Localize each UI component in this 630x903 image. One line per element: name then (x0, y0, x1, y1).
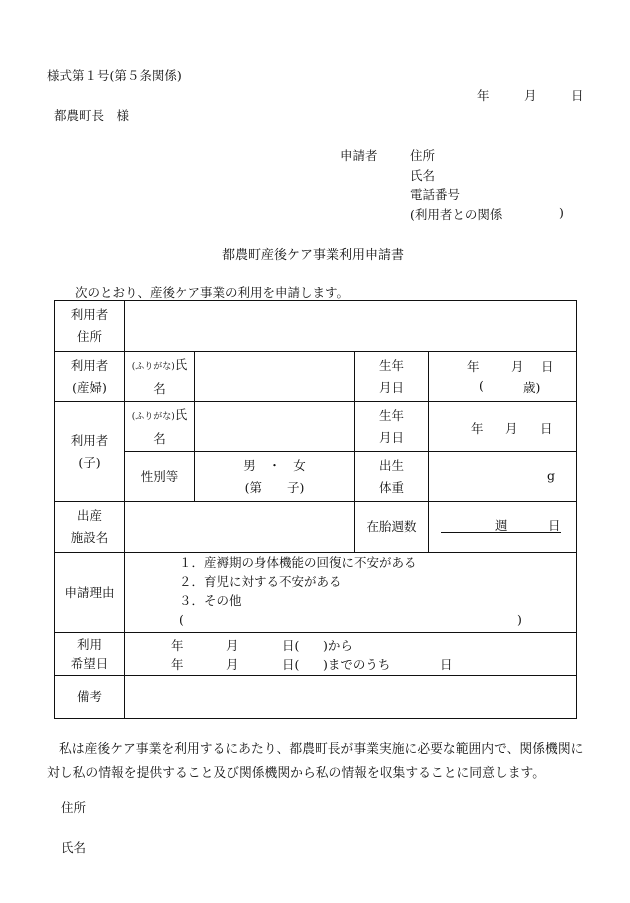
birth-label-1: 生年 (378, 407, 404, 423)
birth-label-2: 月日 (378, 379, 404, 395)
wish-to-month: 月 (226, 657, 239, 672)
form-number: 様式第１号(第５条関係) (47, 68, 182, 83)
child-birth-day: 日 (540, 421, 553, 436)
shi-label: 氏 (174, 406, 188, 422)
mother-birth-field[interactable] (429, 352, 577, 402)
furigana-label: (ふりがな) (131, 411, 175, 422)
other-close-paren: ) (517, 612, 522, 627)
reason-3[interactable]: ３．その他 (179, 593, 242, 608)
row-facility (55, 502, 577, 553)
furigana-label: (ふりがな) (131, 361, 175, 372)
wish-label-2: 希望日 (70, 656, 109, 671)
applicant-relation-open: (利用者との関係 (410, 207, 503, 222)
facility-label-2: 施設名 (70, 530, 109, 545)
wish-to-day: 日( (282, 657, 300, 672)
mother-age: 歳) (523, 380, 541, 395)
gestation-day: 日 (548, 518, 561, 533)
applicant-phone-label: 電話番号 (410, 187, 461, 202)
wish-from-month: 月 (226, 638, 239, 653)
wish-label (55, 633, 125, 676)
row-remarks (55, 676, 577, 719)
reason-field[interactable] (125, 553, 577, 633)
footer-address-label: 住所 (61, 800, 87, 815)
weight-label-1: 出生 (378, 457, 404, 473)
row-user-address (55, 301, 577, 352)
applicant-label: 申請者 (340, 148, 378, 163)
remarks-label: 備考 (55, 676, 125, 719)
other-open-paren: ( (179, 612, 184, 627)
wish-from-suffix: )から (323, 638, 353, 653)
weight-label (355, 452, 429, 502)
user-address-label (55, 301, 125, 352)
mother-birth-month: 月 (511, 359, 524, 374)
birth-label-1: 生年 (378, 357, 404, 373)
child-birth-year: 年 (471, 421, 484, 436)
date-month: 月 (524, 88, 537, 103)
wish-days-unit: 日 (440, 657, 453, 672)
birth-order: (第 子) (244, 479, 305, 495)
applicant-name-label: 氏名 (410, 168, 436, 183)
row-wish-date (55, 633, 577, 676)
wish-field[interactable] (125, 633, 577, 676)
reason-2[interactable]: ２．育児に対する不安がある (179, 574, 342, 589)
child-name-label (125, 402, 195, 452)
gestation-label: 在胎週数 (355, 502, 429, 553)
mother-age-open: ( (479, 378, 484, 393)
row-child-name (55, 402, 577, 452)
gender-options: 男 ・ 女 (243, 457, 306, 473)
mother-label-1: 利用者 (70, 357, 109, 373)
facility-label (55, 502, 125, 553)
child-birth-field[interactable] (429, 402, 577, 452)
birth-label-2: 月日 (378, 429, 404, 445)
facility-field[interactable] (125, 502, 355, 553)
date-year: 年 (477, 88, 490, 103)
mother-birth-label (355, 352, 429, 402)
wish-to-suffix: )までのうち (323, 657, 391, 672)
mei-label: 名 (153, 380, 166, 396)
user-address-label-1: 利用者 (70, 307, 109, 322)
reason-label: 申請理由 (55, 553, 125, 633)
weight-field[interactable] (429, 452, 577, 502)
facility-label-1: 出産 (76, 508, 102, 523)
child-label-2: (子) (78, 454, 101, 470)
wish-from-day: 日( (282, 638, 300, 653)
child-label-1: 利用者 (70, 432, 109, 448)
consent-statement: 私は産後ケア事業を利用するにあたり、都農町長が事業実施に必要な範囲内で、関係機関に対し私の情報を提供すること及び関係機関から私の情報を収集することに同意します。 (47, 742, 584, 781)
applicant-relation-close: ) (559, 205, 564, 220)
child-birth-label (355, 402, 429, 452)
user-address-label-2: 住所 (76, 329, 102, 344)
application-table (54, 300, 577, 719)
user-address-field[interactable] (125, 301, 577, 352)
remarks-field[interactable] (125, 676, 577, 719)
child-birth-month: 月 (505, 421, 518, 436)
child-name-field[interactable] (195, 402, 355, 452)
row-reason (55, 553, 577, 633)
gestation-week: 週 (495, 518, 508, 533)
row-child-gender (55, 452, 577, 502)
mother-birth-day: 日 (541, 359, 554, 374)
date-day: 日 (571, 88, 584, 103)
wish-to-year: 年 (171, 657, 184, 672)
form-title: 都農町産後ケア事業利用申請書 (222, 248, 405, 263)
weight-label-2: 体重 (378, 479, 404, 495)
weight-unit: g (547, 468, 556, 483)
shi-label: 氏 (174, 356, 188, 372)
mother-name-label (125, 352, 195, 402)
wish-from-year: 年 (171, 638, 184, 653)
gender-field[interactable] (195, 452, 355, 502)
wish-label-1: 利用 (76, 637, 102, 652)
mei-label: 名 (153, 430, 166, 446)
mother-birth-year: 年 (467, 359, 480, 374)
mother-label (55, 352, 125, 402)
row-mother (55, 352, 577, 402)
child-label (55, 402, 125, 502)
mother-label-2: (産婦) (72, 379, 107, 395)
gestation-field[interactable] (429, 502, 577, 553)
intro-text: 次のとおり、産後ケア事業の利用を申請します。 (75, 285, 350, 300)
addressee: 都農町長 様 (54, 108, 130, 123)
reason-1[interactable]: １．産褥期の身体機能の回復に不安がある (179, 555, 417, 570)
mother-name-field[interactable] (195, 352, 355, 402)
gender-label: 性別等 (125, 452, 195, 502)
applicant-address-label: 住所 (410, 148, 436, 163)
reason-list (179, 553, 417, 610)
footer-name-label: 氏名 (61, 840, 87, 855)
